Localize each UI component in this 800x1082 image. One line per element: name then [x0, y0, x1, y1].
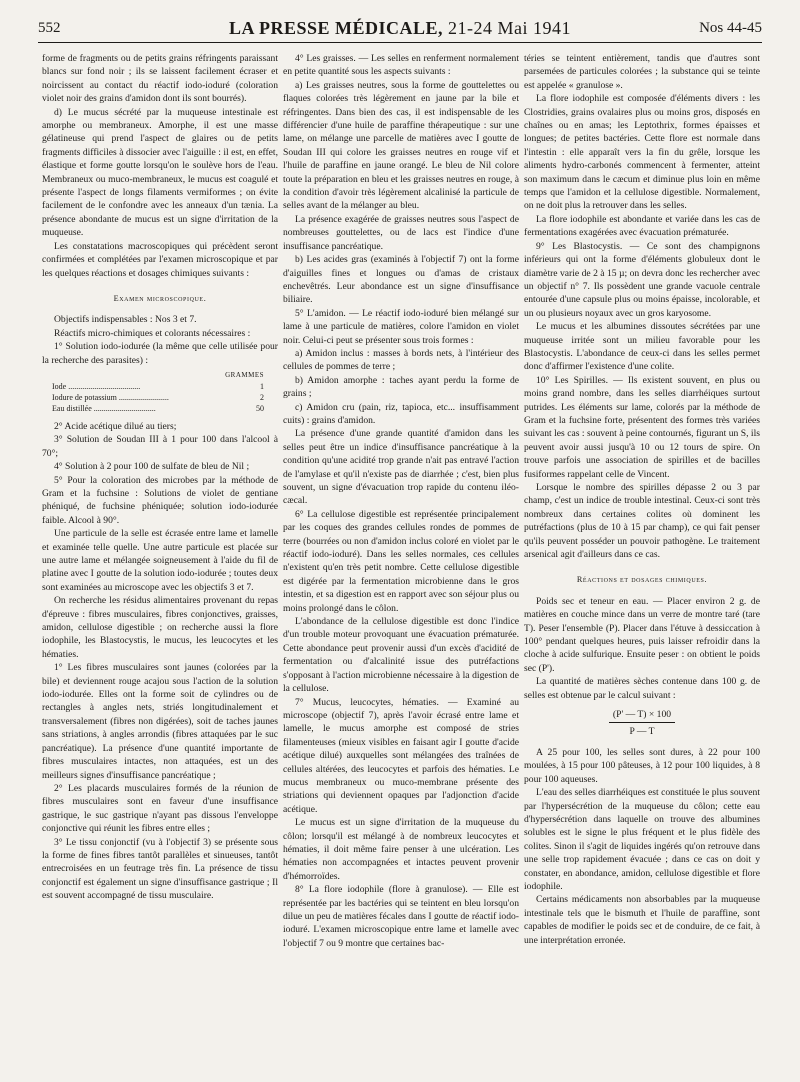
reagent-table: [52, 370, 264, 414]
paragraph: b) Les acides gras (examinés à l'objectif 7) ont la forme d'aiguilles fines et longues ou d'amas de cristaux enchevêtrés. Leur abondance est un signe d'insuffisance biliaire.: [283, 254, 519, 306]
paragraph: L'eau des selles diarrhéiques est constituée le plus souvent par l'hypersécrétion de la muqueuse du côlon; cette eau d'hypersécrétion dans laquelle on trouve des albumines solubles est le signe le plus fréquent et le plus fidèle des colites. Sinon il s'agit de liquides ingérés qu'on retrouve dans une selle trop rapidement évacuée ; dans ce cas on doit y constater, en abondance, amidon, cellulose digestible et flore iodophile.: [524, 787, 760, 892]
journal-title: [38, 18, 762, 39]
paragraph: La présence d'une grande quantité d'amidon dans les selles peut être un indice d'insuffisance pancréatique à la condition qu'une acidité trop grande n'ait pas entravé l'action de l'amylase et qu'il n'existe pas de diarrhée ; c'est, bien plus souvent, un signe d'évacuation trop rapide du contenu iléo-cæcal.: [283, 428, 519, 507]
paragraph: Le mucus et les albumines dissoutes sécrétées par une muqueuse irritée sont un milieu favorable pour les Blastocystis. L'abondance de ceux-ci dans les selles permet donc d'affirmer l'existence d'une colite.: [524, 321, 760, 373]
paragraph: Les constatations macroscopiques qui précèdent seront confirmées et complétées par l'examen microscopique et par les quelques réactions et dosages chimiques suivants :: [42, 240, 278, 279]
paragraph: a) Les graisses neutres, sous la forme de gouttelettes ou flaques colorées très légèrement en jaune par la bile et réfringentes. Dans bien des cas, il est indispensable de les différencier d'une huile de paraffine thérapeutique : sur une lame, on mélange une parcelle de matières avec I goutte de Soudan III qui colore les graisses neutres en rouge vif et l'huile de paraffine en jaune orangé. Le bleu de Nil colore toute la préparation en bleu et les graisses neutres en rouge, à la condition d'avoir très légèrement alcalinisé la particule de selles avant de la mélanger au bleu.: [283, 79, 519, 212]
paragraph: Objectifs indispensables : Nos 3 et 7.: [54, 314, 197, 326]
paragraph: A 25 pour 100, les selles sont dures, à 22 pour 100 moulées, à 15 pour 100 pâteuses, à 12 pour 100 liquides, à 8 pour 100 aqueuses.: [524, 746, 760, 785]
paragraph: 8° La flore iodophile (flore à granulose). — Elle est représentée par les bactéries qui se teintent en bleu lorsqu'on dilue un peu de matières fécales dans I goutte de réactif iodo-ioduré. L'examen microscopique entre lame et lamelle avec l'objectif 7 ou 9 montre que certaines bac-: [283, 884, 519, 949]
paragraph: 7° Mucus, leucocytes, hématies. — Examiné au microscope (objectif 7), après l'avoir écrasé entre lame et lamelle, le mucus amorphe est composé de stries filamenteuses (mieux visibles en faisant agir I goutte d'acide acétique dilué) auxquelles sont mélangées des traînées de cellules altérées, des leucocytes et parfois des hématies. Le mucus membraneux ou muco-membrane présente des striations qui deviennent opaques par l'adjonction d'acide acétique.: [283, 696, 519, 815]
paragraph: b) Amidon amorphe : taches ayant perdu la forme de grains ;: [283, 374, 519, 400]
table-value: 50: [256, 403, 264, 413]
table-row: [52, 381, 264, 392]
paragraph: c) Amidon cru (pain, riz, tapioca, etc... insuffisamment cuits) : grains d'amidon.: [283, 401, 519, 426]
dry-weight-formula: [524, 708, 760, 738]
column-1: [42, 52, 278, 1052]
table-row: [52, 392, 264, 403]
table-value: 1: [260, 381, 264, 391]
paragraph: téries se teintent entièrement, tandis que d'autres sont parsemées de particules colorées ; la substance qui se teinte est appelée « granulose ».: [524, 53, 760, 91]
paragraph: 9° Les Blastocystis. — Ce sont des champignons inférieurs qui ont la forme d'éléments globuleux dont le diamètre varie de 2 à 15 µ; on devra donc les rechercher avec un objectif n° 7. Ils possèdent une grande vacuole centrale entourée d'une capsule plus ou moins épaisse, incolorable, et un ou plusieurs noyaux avec un gros karyosome.: [524, 240, 760, 319]
paragraph: 6° La cellulose digestible est représentée principalement par les coques des grandes cellules rondes de pommes de terre (bourrées ou non d'amidon inclus coloré en violet par le réactif iodo-ioduré). Dans les selles normales, ces cellules n'existent qu'en très petit nombre. Cette cellulose digestible est digérée par la fermentation microbienne dans le gros intestin, et sa digestion est en rapport avec son séjour plus ou moins prolongé dans le côlon.: [283, 508, 519, 614]
table-label: Iode ....................................: [52, 381, 141, 391]
paragraph: 1° Les fibres musculaires sont jaunes (colorées par la bile) et deviennent rouge acajou sous l'action de la solution iodo-iodurée. Elles ont la forme soit de cylindres ou de rectangles à angles nets, striés longitudinalement et transversalement (fibres non digérées), soit de taches jaunes sans striations, à angles arrondis (fibres attaquées par le suc pancréatique). La présence d'une quantité importante de fibres musculaires intactes, non attaquées, est un des meilleurs signes d'insuffisance pancréatique ;: [42, 662, 278, 781]
running-header: [38, 16, 762, 40]
paragraph: La flore iodophile est abondante et variée dans les cas de fermentations exagérées avec évacuation prématurée.: [524, 213, 760, 239]
paragraph: La présence exagérée de graisses neutres sous l'aspect de nombreuses gouttelettes, ou de lacs est l'indice d'une insuffisance pancréatique.: [283, 213, 519, 252]
paragraph: Réactifs micro-chimiques et colorants nécessaires :: [54, 327, 251, 339]
table-value: 2: [260, 392, 264, 402]
paragraph: 2° Acide acétique dilué au tiers;: [54, 420, 177, 432]
table-row: [52, 403, 264, 414]
section-heading: Examen microscopique.: [113, 293, 207, 303]
issue-date: 21-24 Mai 1941: [448, 18, 572, 38]
column-2: [283, 52, 519, 1052]
column-3: [524, 52, 760, 1052]
header-rule: [38, 42, 762, 43]
issue-number: Nos 44-45: [699, 20, 762, 36]
paragraph: a) Amidon inclus : masses à bords nets, à l'intérieur des cellules de pommes de terre ;: [283, 347, 519, 373]
journal-name: LA PRESSE MÉDICALE,: [228, 18, 444, 38]
paragraph: 3° Solution de Soudan III à 1 pour 100 dans l'alcool à 70°;: [42, 434, 278, 459]
paragraph: Lorsque le nombre des spirilles dépasse 2 ou 3 par champ, c'est un indice de trouble intestinal. Ceux-ci sont très nombreux dans certaines colites où dominent les putréfactions (plus de 10 à 15 par champ), ce qui fait penser qu'ils peuvent posséder un pouvoir pathogène. Le traitement arsenical agit d'ailleurs dans ce cas.: [524, 482, 760, 561]
paragraph: Une particule de la selle est écrasée entre lame et lamelle et examinée telle quelle. Une autre particule est placée sur une autre lame et mélangée soigneusement à l'aide du fil de platine avec I goutte de la solution iodo-iodurée ; toutes deux sont examinées au microscope avec les objectifs 3 et 7.: [42, 528, 278, 593]
paragraph: On recherche les résidus alimentaires provenant du repas d'épreuve : fibres musculaires, fibres conjonctives, graisses, amidon, cellulose digestible ; on recherche aussi la flore iodophile, les Blastocystis, le mucus, les leucocytes et les hématies.: [42, 595, 278, 660]
paragraph: 2° Les placards musculaires formés de la réunion de fibres musculaires sont en faveur d'une insuffisance gastrique, le suc gastrique n'ayant pas dissous l'enveloppe conjonctive qui réunit les fibres entre elles ;: [42, 782, 278, 835]
paragraph: Certains médicaments non absorbables par la muqueuse intestinale tels que le bismuth et l'huile de paraffine, sont capables de modifier le poids sec et de conduire, de ce fait, à une interprétation erronée.: [524, 894, 760, 946]
table-label: Iodure de potassium .........................: [52, 392, 169, 402]
paragraph: Poids sec et teneur en eau. — Placer environ 2 g. de matières en couche mince dans un verre de montre taré (tare T). Peser l'ensemble (P). Placer dans l'étuve à dessiccation à 100° pendant quelques heures, puis laisser refroidir dans la cloche à acide sulfurique. Ensuite peser : on obtient le poids sec (P').: [524, 595, 760, 674]
paragraph: forme de fragments ou de petits grains réfringents paraissant blancs sur fond noir ; ils se laissent facilement écraser et noircissent au contact du réactif iodo-ioduré (coloration violet noir des grains d'amidon dont ils sont bourrés).: [42, 53, 278, 105]
formula-denominator: P — T: [629, 725, 655, 737]
paragraph: 4° Les graisses. — Les selles en renferment normalement en petite quantité sous les aspects suivants :: [283, 53, 519, 78]
table-label: Eau distillée ...............................: [52, 403, 156, 413]
paragraph: d) Le mucus sécrété par la muqueuse intestinale est amorphe ou membraneux. Amorphe, il est une masse gélatineuse qui prend l'aspect de glaires ou de petits fragments difficiles à dissocier avec l'aiguille : il est, en effet, élastique et forme goutte lorsqu'on le soulève hors de l'eau. Membraneux ou muco-membraneux, le mucus est coagulé et présente l'aspect de longs filaments vermiformes ; on évite facilement de le confondre avec les anneaux d'un tænia. La présence abondante de mucus est un signe d'irritation de la muqueuse.: [42, 106, 278, 239]
paragraph: 10° Les Spirilles. — Ils existent souvent, en plus ou moins grand nombre, dans les selles diarrhéiques surtout putrides. Les éléments sur lame, colorés par la méthode de Gram et la fuchsine forte, présentent des formes très variées suivant les cas : souvent à peine contournés, figurant un S, ils peuvent avoir aussi jusqu'à 10 ou 12 tours de spire. On trouve parfois une association de spirilles et de bacilles fusiformes rappelant celle de Vincent.: [524, 374, 760, 480]
formula-numerator: (P' — T) × 100: [609, 708, 675, 722]
paragraph: 1° Solution iodo-iodurée (la même que celle utilisée pour la recherche des parasites) :: [42, 341, 278, 366]
paragraph: L'abondance de la cellulose digestible est donc l'indice d'un trouble moteur provoquant une évacuation prématurée. Cette abondance peut provenir aussi d'un excès d'acidité de fermentation ou d'alcalinité issue des putréfactions s'opposant à l'action microbienne nécessaire à la digestion de la cellulose.: [283, 616, 519, 695]
page-number: 552: [38, 20, 61, 36]
paragraph: 5° Pour la coloration des microbes par la méthode de Gram et la fuchsine : Solutions de violet de gentiane phéniqué, de fuchsine phéniquée; solution iodo-iodurée faible. Alcool à 90°.: [42, 474, 278, 526]
table-unit: GRAMMES: [225, 370, 264, 379]
paragraph: 3° Le tissu conjonctif (vu à l'objectif 3) se présente sous la forme de fines fibres tantôt parallèles et sinueuses, tantôt entrecroisées en un feutrage très fin. La présence de tissu conjonctif est également un signe d'insuffisance gastrique ; Il est souvent accompagné de tissu musculaire.: [42, 836, 278, 902]
paragraph: 4° Solution à 2 pour 100 de sulfate de bleu de Nil ;: [54, 461, 250, 473]
paragraph: La quantité de matières sèches contenue dans 100 g. de selles est obtenue par le calcul suivant :: [524, 676, 760, 701]
paragraph: 5° L'amidon. — Le réactif iodo-ioduré bien mélangé sur lame à une particule de matières, colore l'amidon en violet noir. Celui-ci peut se présenter sous trois formes :: [283, 307, 519, 346]
paragraph: La flore iodophile est composée d'éléments divers : les Clostridies, grains ovalaires plus ou moins gros, disposés en chaînes ou en amas; les Leptothrix, formes épaisses et longues; de petites bactéries. Cette flore est normale dans l'intestin : elle apparaît vers la fin du grêle, lorsque les aliments hydro-carbonés commencent à fermenter, atteint son maximum dans le cæcum et diminue plus loin en même temps que l'amidon et la cellulose digestible. Normalement, on ne doit plus la retrouver dans les selles.: [524, 93, 760, 212]
paragraph: Le mucus est un signe d'irritation de la muqueuse du côlon; lorsqu'il est mélangé à de nombreux leucocytes et hématies, il doit même faire penser à une ulcération. Les hématies non accompagnées et intactes peuvent provenir d'hémorroïdes.: [283, 817, 519, 882]
section-heading: Réactions et dosages chimiques.: [576, 575, 708, 585]
